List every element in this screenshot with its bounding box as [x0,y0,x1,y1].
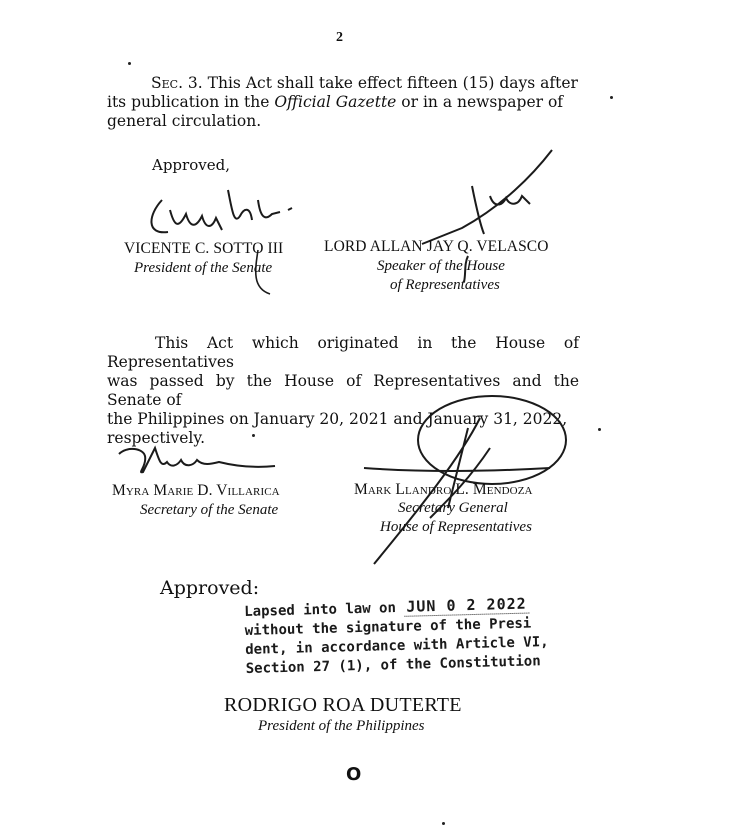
passage-line-4: respectively. [107,429,206,447]
velasco-name: LORD ALLAN JAY Q. VELASCO [324,238,549,255]
section-3-paragraph [107,74,579,131]
stamp-line-2: without the signature of the Presi [244,615,532,639]
stamp-line-3: dent, in accordance with Article VI, [245,634,549,658]
ink-speck [598,428,601,431]
section-line-2b: or in a newspaper of [396,93,564,111]
sotto-title: President of the Senate [134,260,273,276]
approved-label: Approved, [152,156,230,174]
mendoza-title-2: House of Representatives [380,519,532,535]
passage-line-1: This Act which originated in the House of Representatives [107,334,579,371]
ink-speck [442,822,445,825]
official-gazette: Official Gazette [274,93,397,111]
velasco-title-2: of Representatives [390,277,500,293]
stamp-line-4: Section 27 (1), of the Constitution [245,653,541,677]
sotto-signature [140,170,340,300]
section-line-2a: its publication in the [107,93,275,111]
sotto-name: VICENTE C. SOTTO III [124,240,284,257]
president-title: President of the Philippines [258,718,425,734]
villarica-signature [115,440,285,485]
mendoza-name: Mark Llandro L. Mendoza [354,481,533,498]
mendoza-signature [360,388,580,568]
stamp-date: JUN 0 2 2022 [404,595,529,617]
lapsed-into-law-stamp [244,594,549,679]
passage-line-3: the Philippines on January 20, 2021 and January 31, 2022, [107,410,568,428]
mendoza-title-1: Secretary General [398,500,508,516]
page-number: 2 [336,30,343,45]
section-line-1: This Act shall take effect fifteen (15) days after [207,74,578,92]
approved-heading: Approved: [160,577,260,599]
president-name: RODRIGO ROA DUTERTE [224,694,462,716]
stamp-line-1: Lapsed into law on [244,600,397,620]
section-line-3: general circulation. [107,112,262,130]
velasco-title-1: Speaker of the House [377,258,505,274]
section-label: Sec. 3. [151,74,203,92]
ink-speck [610,96,613,99]
end-mark: O [346,764,362,785]
ink-speck [128,62,131,65]
passage-line-2: was passed by the House of Representatives and the Senate of [107,372,579,409]
ink-speck [252,434,255,437]
villarica-title: Secretary of the Senate [140,502,279,518]
villarica-name: Myra Marie D. Villarica [112,482,280,499]
